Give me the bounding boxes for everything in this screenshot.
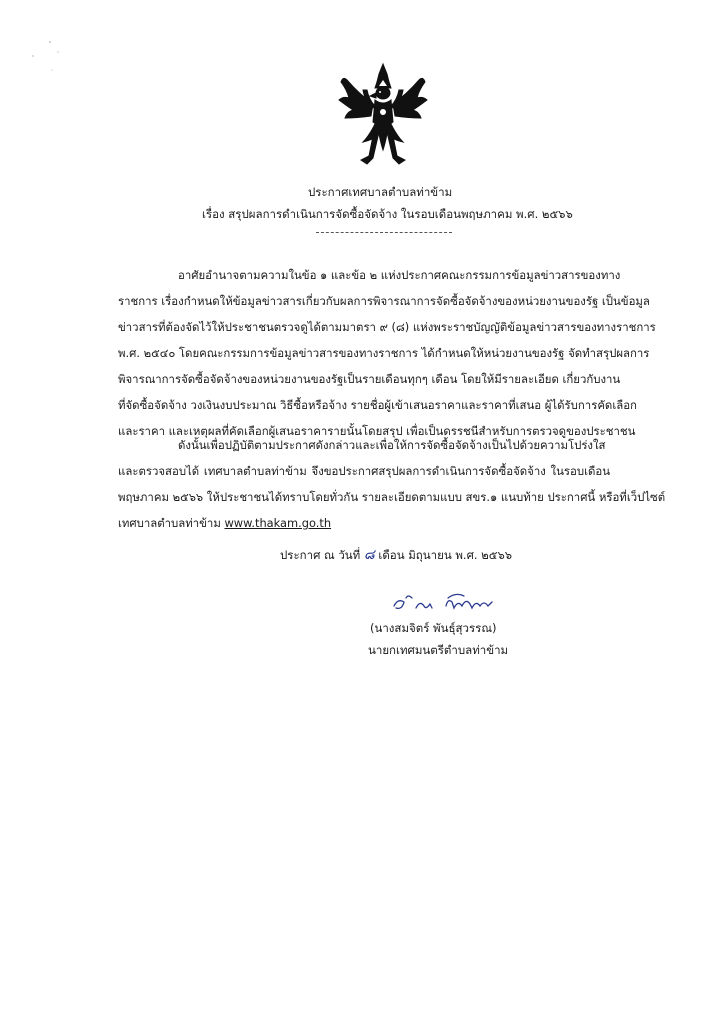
text-line: อาศัยอำนาจตามความในข้อ ๑ และข้อ ๒ แห่งประกาศคณะกรรมการข้อมูลข่าวสารของทาง — [178, 268, 621, 282]
paragraph-legal-basis — [118, 262, 656, 444]
signatory-name: (นางสมจิตร์ พันธุ์สุวรรณ) — [370, 621, 497, 635]
header-divider — [316, 232, 452, 233]
text-line: ที่จัดซื้อจัดจ้าง วงเงินงบประมาณ วิธีซื้อหรือจ้าง รายชื่อผู้เข้าเสนอราคาและราคาที่เสนอ ผู้ได้รับการคัดเลือก — [118, 398, 637, 412]
garuda-emblem-icon — [333, 60, 433, 170]
text-line: พ.ศ. ๒๕๔๐ โดยคณะกรรมการข้อมูลข่าวสารของทางราชการ ได้กำหนดให้หน่วยงานของรัฐ จัดทำสรุปผลการ — [118, 346, 650, 360]
announce-suffix: เดือน มิถุนายน พ.ศ. ๒๕๖๖ — [378, 548, 513, 562]
text-line: เทศบาลตำบลท่าข้าม — [118, 516, 221, 530]
website-link[interactable]: www.thakam.go.th — [224, 516, 332, 530]
text-line: ข่าวสารที่ต้องจัดไว้ให้ประชาชนตรวจดูได้ตามมาตรา ๙ (๘) แห่งพระราชบัญญัติข้อมูลข่าวสารของทางราชการ — [118, 320, 656, 334]
document-title: ประกาศเทศบาลตำบลท่าข้าม — [308, 185, 453, 199]
text-line-with-link — [118, 510, 610, 536]
document-subject: เรื่อง สรุปผลการดำเนินการจัดซื้อจัดจ้าง ในรอบเดือนพฤษภาคม พ.ศ. ๒๕๖๖ — [202, 207, 573, 221]
announce-day: ๘ — [363, 547, 375, 563]
paragraph-announcement — [118, 432, 666, 536]
announce-date — [280, 544, 512, 566]
text-line: พิจารณาการจัดซื้อจัดจ้างของหน่วยงานของรัฐเป็นรายเดือนทุกๆ เดือน โดยให้มีรายละเอียด เกี่ยวกับงาน — [118, 372, 621, 386]
announce-prefix: ประกาศ ณ วันที่ — [280, 548, 361, 562]
text-line: และตรวจสอบได้ เทศบาลตำบลท่าข้าม จึงขอประกาศสรุปผลการดำเนินการจัดซื้อจัดจ้าง ในรอบเดือน — [118, 464, 610, 478]
signatory-position: นายกเทศมนตรีตำบลท่าข้าม — [368, 643, 509, 657]
text-line: และราคา และเหตุผลที่คัดเลือกผู้เสนอราคารายนั้นโดยสรุป เพื่อเป็นดรรชนีสำหรับการตรวจดูของประชาชน — [118, 424, 636, 438]
text-line: พฤษภาคม ๒๕๖๖ ให้ประชาชนได้ทราบโดยทั่วกัน รายละเอียดตามแบบ สขร.๑ แนบท้าย ประกาศนี้ หรือที่เว็ปไซต์ — [118, 490, 666, 504]
handwritten-signature — [386, 590, 516, 618]
text-line: ดังนั้นเพื่อปฏิบัติตามประกาศดังกล่าวและเพื่อให้การจัดซื้อจัดจ้างเป็นไปด้วยความโปร่งใส — [178, 438, 606, 452]
text-line: ราชการ เรื่องกำหนดให้ข้อมูลข่าวสารเกี่ยวกับผลการพิจารณาการจัดซื้อจัดจ้างของหน่วยงานของรัฐ เป็นข้อมูล — [118, 294, 650, 308]
scan-specks — [30, 30, 90, 80]
